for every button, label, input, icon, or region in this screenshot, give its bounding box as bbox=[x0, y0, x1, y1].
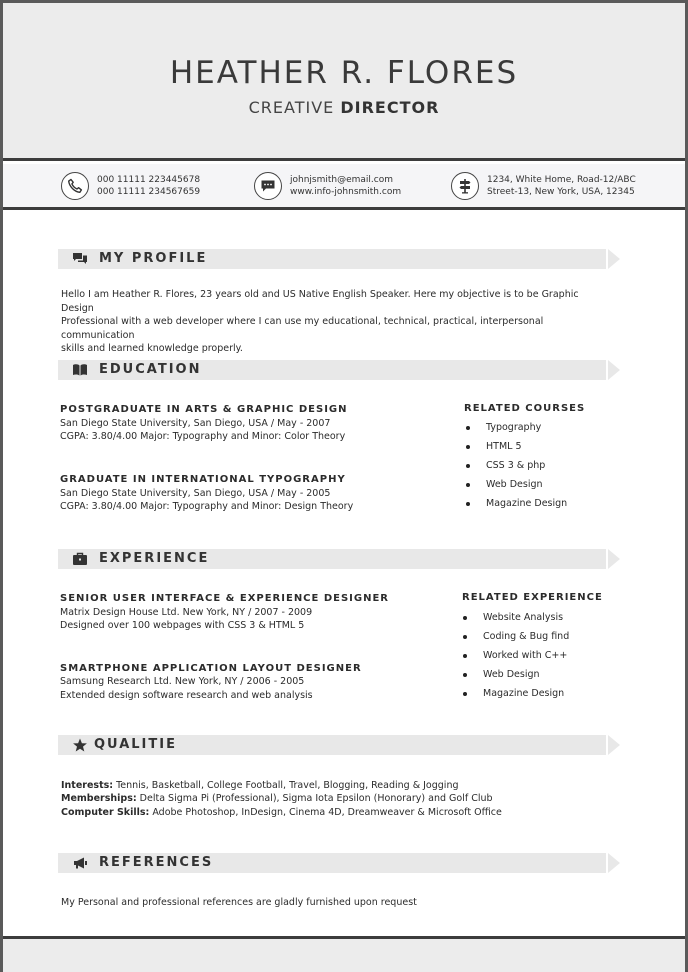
email-address: johnjsmith@email.com bbox=[290, 175, 394, 185]
experience-entry-detail: Designed over 100 webpages with CSS 3 & HTML 5 bbox=[60, 620, 305, 631]
memberships-line bbox=[61, 792, 493, 806]
list-item: Magazine Design bbox=[461, 684, 569, 703]
list-item: HTML 5 bbox=[464, 437, 567, 456]
section-title: EXPERIENCE bbox=[99, 551, 210, 566]
address-line-1: 1234, White Home, Road-12/ABC bbox=[487, 175, 636, 185]
megaphone-icon bbox=[72, 856, 88, 870]
education-entry-title: GRADUATE IN INTERNATIONAL TYPOGRAPHY bbox=[60, 474, 346, 485]
resume-header bbox=[3, 3, 685, 158]
related-experience-list bbox=[461, 608, 569, 703]
related-courses-list bbox=[464, 418, 567, 513]
profile-line: Hello I am Heather R. Flores, 23 years old and US Native English Speaker. Here my objective is to be Graphic Design bbox=[61, 289, 579, 314]
computer-skills-value: Adobe Photoshop, InDesign, Cinema 4D, Dreamweaver & Microsoft Office bbox=[149, 807, 502, 818]
experience-entry-title: SENIOR USER INTERFACE & EXPERIENCE DESIGNER bbox=[60, 593, 389, 604]
section-title: REFERENCES bbox=[99, 855, 214, 870]
book-icon bbox=[72, 363, 88, 377]
list-item: Coding & Bug find bbox=[461, 627, 569, 646]
references-text: My Personal and professional references are gladly furnished upon request bbox=[61, 897, 417, 908]
education-entry-gpa: CGPA: 3.80/4.00 Major: Typography and Minor: Color Theory bbox=[60, 431, 346, 442]
list-item: Magazine Design bbox=[464, 494, 567, 513]
interests-label: Interests: bbox=[61, 780, 114, 791]
education-entry-title: POSTGRADUATE IN ARTS & GRAPHIC DESIGN bbox=[60, 404, 348, 415]
signpost-icon bbox=[451, 172, 479, 200]
education-entry-school: San Diego State University, San Diego, USA / May - 2005 bbox=[60, 488, 331, 499]
section-experience-heading bbox=[58, 549, 620, 569]
profile-line: skills and learned knowledge properly. bbox=[61, 343, 243, 354]
section-title: QUALITIE bbox=[94, 737, 177, 752]
address-line-2: Street-13, New York, USA, 12345 bbox=[487, 187, 635, 197]
section-qualitie-heading bbox=[58, 735, 620, 755]
interests-value: Tennis, Basketball, College Football, Travel, Blogging, Reading & Jogging bbox=[113, 780, 459, 791]
briefcase-icon bbox=[72, 552, 88, 566]
list-item: Website Analysis bbox=[461, 608, 569, 627]
computer-skills-line bbox=[61, 806, 502, 820]
star-icon bbox=[72, 738, 88, 752]
education-entry-gpa: CGPA: 3.80/4.00 Major: Typography and Minor: Design Theory bbox=[60, 501, 354, 512]
section-title: MY PROFILE bbox=[99, 251, 208, 266]
interests-line bbox=[61, 779, 459, 793]
profile-summary bbox=[61, 288, 601, 356]
list-item: Web Design bbox=[461, 665, 569, 684]
resume-footer bbox=[3, 939, 685, 972]
experience-entry-detail: Extended design software research and web analysis bbox=[60, 690, 313, 701]
job-title-light: CREATIVE bbox=[248, 98, 335, 117]
list-item: Web Design bbox=[464, 475, 567, 494]
job-title-bold: DIRECTOR bbox=[340, 98, 440, 117]
chat-bubbles-icon bbox=[72, 252, 88, 266]
phone-line-2: 000 11111 234567659 bbox=[97, 187, 201, 197]
phone-icon bbox=[61, 172, 89, 200]
contact-phone bbox=[61, 170, 200, 202]
contact-email bbox=[254, 170, 401, 202]
list-item: Typography bbox=[464, 418, 567, 437]
website-address: www.info-johnsmith.com bbox=[290, 187, 402, 197]
section-title: EDUCATION bbox=[99, 362, 202, 377]
experience-entry-company: Samsung Research Ltd. New York, NY / 2006 - 2005 bbox=[60, 676, 305, 687]
memberships-label: Memberships: bbox=[61, 793, 137, 804]
experience-entry-company: Matrix Design House Ltd. New York, NY / 2007 - 2009 bbox=[60, 607, 313, 618]
related-experience-title: RELATED EXPERIENCE bbox=[462, 592, 603, 603]
list-item: CSS 3 & php bbox=[464, 456, 567, 475]
education-entry-school: San Diego State University, San Diego, USA / May - 2007 bbox=[60, 418, 331, 429]
header-divider-top bbox=[3, 158, 685, 161]
contact-bar bbox=[3, 164, 685, 207]
section-profile-heading bbox=[58, 249, 620, 269]
full-name: HEATHER R. FLORES bbox=[169, 55, 519, 91]
header-divider-bottom bbox=[3, 207, 685, 210]
list-item: Worked with C++ bbox=[461, 646, 569, 665]
section-education-heading bbox=[58, 360, 620, 380]
section-references-heading bbox=[58, 853, 620, 873]
job-title bbox=[3, 98, 685, 117]
phone-line-1: 000 11111 223445678 bbox=[97, 175, 201, 185]
profile-line: Professional with a web developer where I can use my educational, technical, practical, interpersonal communication bbox=[61, 316, 544, 341]
experience-entry-title: SMARTPHONE APPLICATION LAYOUT DESIGNER bbox=[60, 663, 362, 674]
chat-icon bbox=[254, 172, 282, 200]
computer-skills-label: Computer Skills: bbox=[61, 807, 150, 818]
contact-address bbox=[451, 170, 636, 202]
memberships-value: Delta Sigma Pi (Professional), Sigma Iota Epsilon (Honorary) and Golf Club bbox=[136, 793, 493, 804]
related-courses-title: RELATED COURSES bbox=[464, 403, 586, 414]
